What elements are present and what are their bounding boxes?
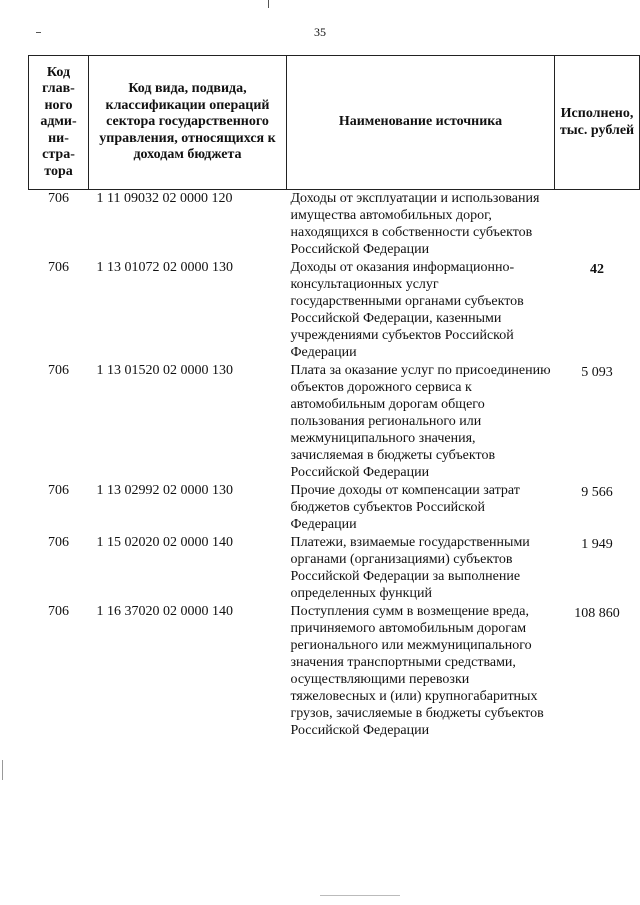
- header-executed: Исполнено, тыс. рублей: [555, 56, 640, 190]
- admin-code-cell: 706: [48, 191, 69, 206]
- executed-amount-cell: 9 566: [581, 485, 613, 500]
- header-classification-code: Код вида, подвида, классификации операций сектора государственного управления, относящихся к доходам бюджета: [89, 56, 287, 190]
- source-name-cell: Платежи, взимаемые государственными органами (организациями) субъектов Российской Федерации за выполнение определенных функций: [290, 535, 530, 601]
- admin-code-cell: 706: [48, 483, 69, 498]
- scan-artifact-bottom: [320, 895, 400, 896]
- classification-code-cell: 1 11 09032 02 0000 120: [96, 191, 233, 206]
- source-name-cell: Прочие доходы от компенсации затрат бюджетов субъектов Российской Федерации: [290, 483, 520, 532]
- executed-amount-cell: 5 093: [581, 365, 613, 380]
- table-row: [29, 534, 640, 603]
- executed-amount-cell: 108 860: [574, 606, 620, 621]
- source-name-cell: Доходы от эксплуатации и использования имущества автомобильных дорог, находящихся в собственности субъектов Российской Федерации: [290, 191, 540, 257]
- scan-artifact-top: [268, 0, 269, 8]
- header-admin-code-text: Код глав- ного адми- ни- стра- тора: [40, 64, 77, 179]
- page-number: 35: [314, 25, 326, 39]
- table-row: [29, 482, 640, 534]
- classification-code-cell: 1 13 02992 02 0000 130: [96, 483, 233, 498]
- table-row: [29, 603, 640, 740]
- revenue-sources-table: [28, 55, 640, 740]
- classification-code-cell: 1 13 01520 02 0000 130: [96, 363, 233, 378]
- executed-amount-cell: 42: [590, 262, 604, 277]
- source-name-cell: Плата за оказание услуг по присоединению объектов дорожного сервиса к автомобильным дорогам общего пользования регионального или межмуниципального значения, зачисляемая в бюджеты субъектов Российской Федерации: [290, 363, 551, 480]
- admin-code-cell: 706: [48, 604, 69, 619]
- source-name-cell: Поступления сумм в возмещение вреда, причиняемого автомобильным дорогам регионального или межмуниципального значения транспортными средствами, осуществляющими перевозки тяжеловесных и (или) крупногабаритных грузов, зачисляемые в бюджеты субъектов Российской Федерации: [290, 604, 544, 738]
- source-name-cell: Доходы от оказания информационно-консультационных услуг государственными органами субъектов Российской Федерации, казенными учреждениями субъектов Российской Федерации: [290, 260, 524, 360]
- scan-artifact-margin: [2, 760, 3, 780]
- executed-amount-cell: [555, 190, 640, 260]
- table-row: [29, 190, 640, 260]
- table-header-row: [29, 56, 640, 190]
- admin-code-cell: 706: [48, 260, 69, 275]
- header-admin-code: [29, 56, 89, 190]
- executed-amount-cell: 1 949: [581, 537, 613, 552]
- table-body: [29, 190, 640, 741]
- admin-code-cell: 706: [48, 535, 69, 550]
- table-row: [29, 362, 640, 482]
- admin-code-cell: 706: [48, 363, 69, 378]
- header-source-name: Наименование источника: [287, 56, 555, 190]
- classification-code-cell: 1 15 02020 02 0000 140: [96, 535, 233, 550]
- classification-code-cell: 1 16 37020 02 0000 140: [96, 604, 233, 619]
- classification-code-cell: 1 13 01072 02 0000 130: [96, 260, 233, 275]
- table-row: [29, 259, 640, 362]
